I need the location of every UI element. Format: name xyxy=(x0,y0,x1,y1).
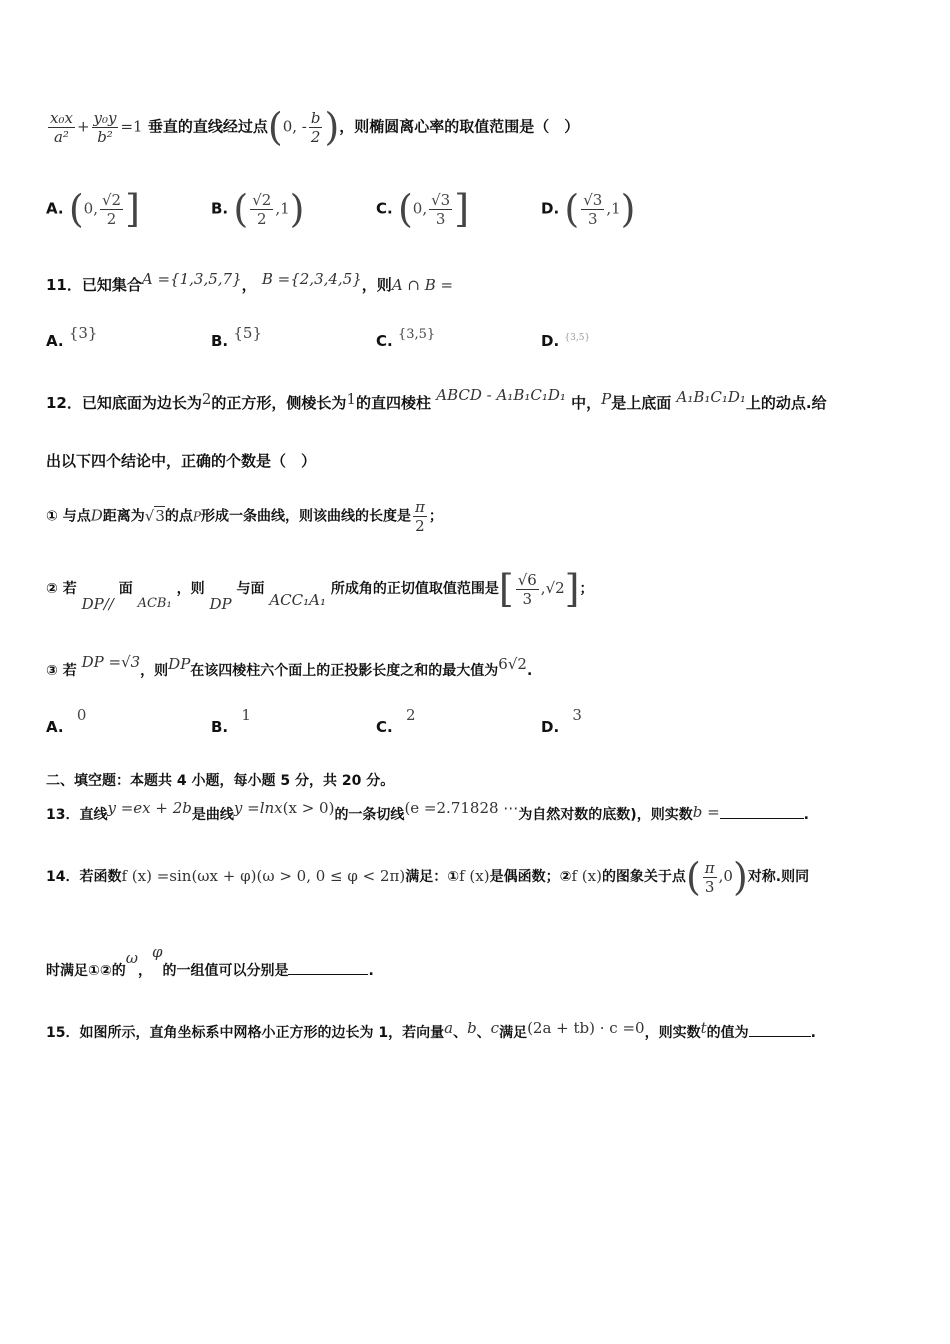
fraction-x0x-a2: $\frac{\text{x₀x}}{\text{a²}}$ xyxy=(50,108,73,146)
q12-stem-line2: 出以下四个结论中，正确的个数是（ ） xyxy=(46,452,317,470)
fraction-y0y-b2: $\frac{\text{y₀y}}{\text{b²}}$ xyxy=(93,108,117,146)
q12-option-c[interactable]: C. 2 xyxy=(376,706,416,736)
q11-option-a[interactable]: A. {3} xyxy=(46,324,98,350)
q12-option-d[interactable]: D. 3 xyxy=(541,706,582,736)
q12-stem-line1: 12．已知底面为边长为2的正方形，侧棱长为1的直四棱柱 ABCD - A₁B₁C₁D₁ 中，P是上底面 A₁B₁C₁D₁上的动点.给 xyxy=(46,386,827,412)
q10-stem: $\frac{\text{x₀x}}{\text{a²}}$ + $\frac{\text{y₀y}}{\text{b²}}$ =1 垂直的直线经过点(0, - $\frac{b}{2}$ )，则椭圆离心率的取值范围是（ ） xyxy=(50,105,580,149)
q14-stem-line2: 时满足①②的ω，φ的一组值可以分别是 . xyxy=(46,943,374,979)
q14-answer-blank[interactable] xyxy=(288,960,368,975)
q10-option-a[interactable]: A. (0, $\frac{√2}{2}$ ] xyxy=(46,187,140,231)
q12-statement-2: ② 若 DP// 面 ACB₁ ，则 DP 与面 ACC₁A₁ 所成角的正切值取值范围是[ $\frac{√6}{3}$ ,√2]； xyxy=(46,567,594,613)
q12-statement-1: ① 与点D距离为√3的点P形成一条曲线，则该曲线的长度是 $\frac{\pi}{2}$ ； xyxy=(46,498,443,535)
q11-option-d[interactable]: D. $^{\{3,5\}}$ xyxy=(541,332,591,350)
q12-option-a[interactable]: A. 0 xyxy=(46,706,87,736)
q15-answer-blank[interactable] xyxy=(749,1022,811,1037)
fraction-b-2: $\frac{b}{2}$ xyxy=(310,108,321,146)
q15-stem: 15．如图所示，直角坐标系中网格小正方形的边长为 1，若向量a、b、c满足(2a + tb) · c =0，则实数t的值为 . xyxy=(46,1019,816,1041)
q12-option-b[interactable]: B. 1 xyxy=(211,706,251,736)
q12-statement-3: ③ 若 DP =√3，则DP在该四棱柱六个面上的正投影长度之和的最大值为6√2. xyxy=(46,653,533,679)
section-2-title: 二、填空题：本题共 4 小题，每小题 5 分，共 20 分。 xyxy=(46,773,395,789)
q11-option-b[interactable]: B. {5} xyxy=(211,324,263,350)
fraction-pi-2: $\frac{\pi}{2}$ xyxy=(414,498,425,535)
q10-option-b[interactable]: B. ( $\frac{√2}{2}$ ,1) xyxy=(211,187,305,231)
q14-stem-line1: 14．若函数f (x) =sin(ωx + φ)(ω > 0, 0 ≤ φ < 2π)满足：①f (x)是偶函数；②f (x)的图象关于点( $\frac{\pi}{3}$ ,0)对称.则同 xyxy=(46,855,810,899)
q10-option-d[interactable]: D. ( $\frac{√3}{3}$ ,1) xyxy=(541,187,636,231)
q13-answer-blank[interactable] xyxy=(720,804,804,819)
q11-option-c[interactable]: C. {3,5} xyxy=(376,327,436,350)
q13-stem: 13．直线y =ex + 2b是曲线y =lnx(x > 0)的一条切线(e =2.71828 ⋯为自然对数的底数)，则实数b = . xyxy=(46,799,809,823)
q10-option-c[interactable]: C. (0, $\frac{√3}{3}$ ] xyxy=(376,187,470,231)
q11-stem: 11．已知集合A ={1,3,5,7}， B ={2,3,4,5}，则A ∩ B = xyxy=(46,270,454,294)
